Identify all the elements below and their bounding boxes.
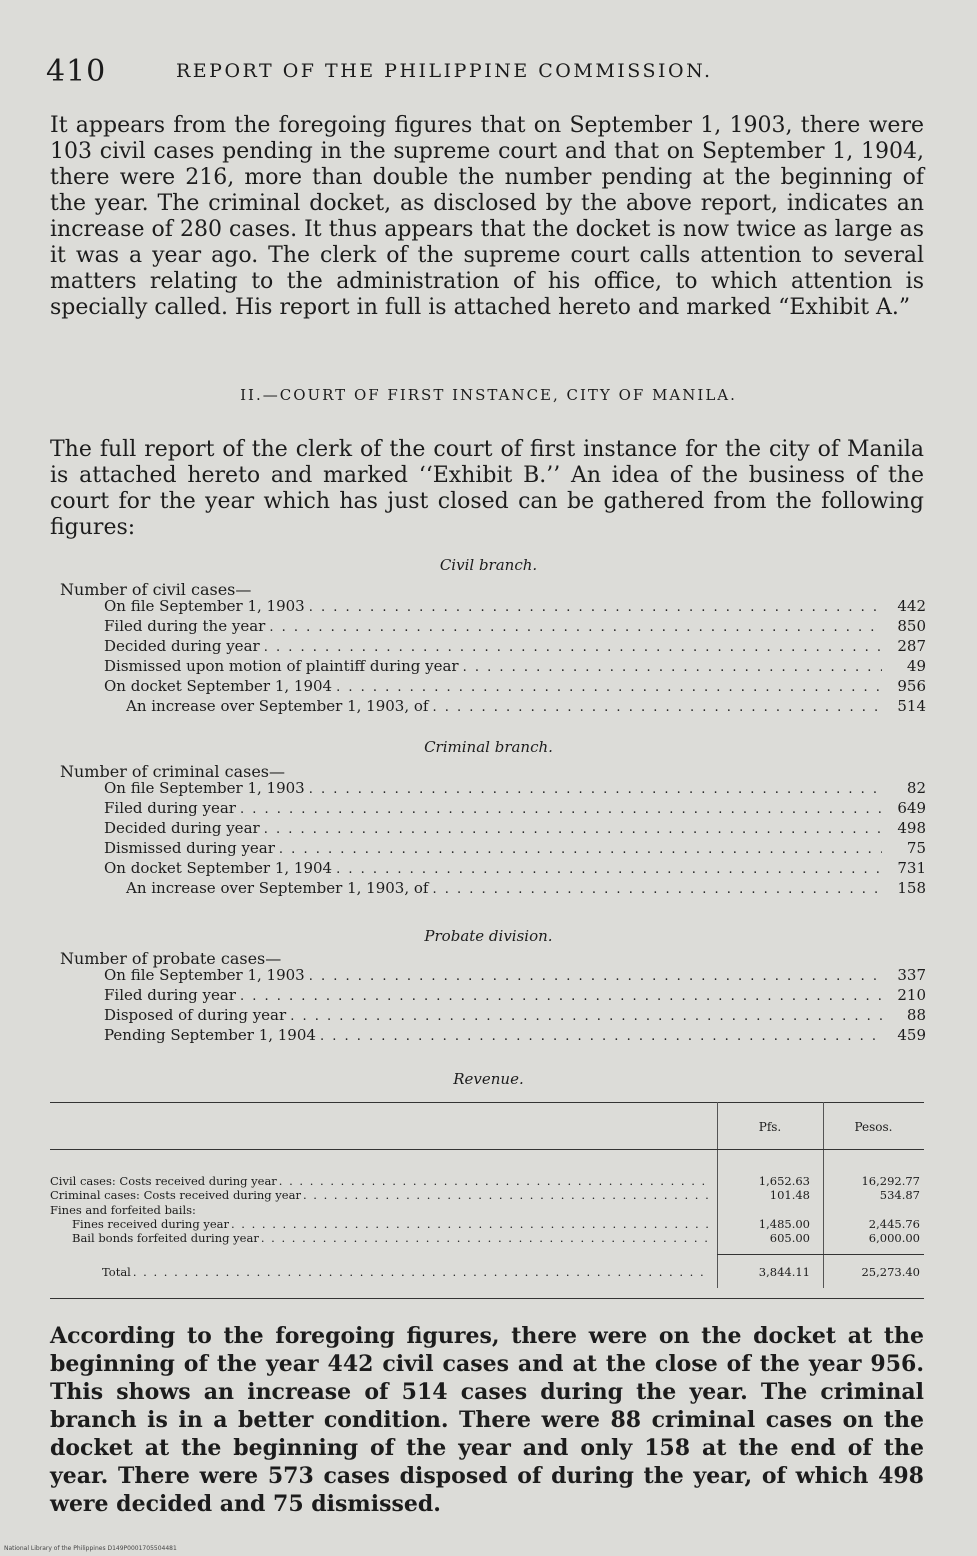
- table-row: [104, 966, 926, 986]
- pfs-value: 101.48: [769, 1188, 810, 1202]
- intro-paragraph: It appears from the foregoing figures that on September 1, 1903, there were 103 civil cases pending in the supreme court and that on September 1, 1904, there were 216, more than double the number pending at the beginning of the year. The criminal docket, as disclosed by the above report, indicates an increase of 280 cases. It thus appears that the docket is now twice as large as it was a year ago. The clerk of the supreme court calls attention to several matters relating to the administration of his office, to which attention is specially called. His report in full is attached hereto and marked “Exhibit A.”: [50, 113, 924, 320]
- pesos-value: 16,292.77: [861, 1174, 920, 1188]
- table-row: [50, 1231, 924, 1245]
- table-row: [50, 1174, 924, 1188]
- pesos-value: 6,000.00: [868, 1231, 920, 1245]
- total-pesos: 25,273.40: [861, 1265, 920, 1279]
- row-value: 731: [897, 859, 926, 877]
- criminal-group-label: Number of criminal cases—: [60, 762, 286, 781]
- table-row: [104, 1026, 926, 1046]
- row-label: Filed during year: [104, 799, 236, 817]
- table-row: [104, 657, 926, 677]
- row-value: 82: [906, 779, 926, 797]
- row-value: 514: [897, 697, 926, 715]
- table-row: [126, 879, 926, 899]
- table-row: [104, 819, 926, 839]
- header-rule: [50, 1149, 924, 1150]
- total-pfs: 3,844.11: [758, 1265, 810, 1279]
- row-label: Pending September 1, 1904: [104, 1026, 316, 1044]
- row-label: Decided during year: [104, 819, 260, 837]
- row-label: Fines received during year: [72, 1217, 229, 1231]
- column-header-pfs: Pfs.: [758, 1120, 782, 1134]
- page-header: [46, 48, 926, 88]
- row-value: 158: [897, 879, 926, 897]
- table-row: [104, 839, 926, 859]
- revenue-table: [50, 1102, 924, 1302]
- row-label: Dismissed during year: [104, 839, 275, 857]
- table-row: [104, 617, 926, 637]
- table-row: [104, 859, 926, 879]
- row-value: 287: [897, 637, 926, 655]
- total-row: [50, 1265, 924, 1279]
- page-number: 410: [46, 54, 107, 89]
- total-label: Total: [102, 1265, 131, 1279]
- pfs-value: 1,652.63: [758, 1174, 810, 1188]
- table-row: [104, 779, 926, 799]
- criminal-branch-title: Criminal branch.: [424, 738, 553, 756]
- row-label: Civil cases: Costs received during year: [50, 1174, 277, 1188]
- closing-paragraph: According to the foregoing figures, there were on the docket at the beginning of the year 442 civil cases and at the close of the year 956. This shows an increase of 514 cases during the year. The criminal branch is in a better condition. There were 88 criminal cases on the docket at the beginning of the year and only 158 at the end of the year. There were 573 cases disposed of during the year, of which 498 were decided and 75 dismissed.: [50, 1323, 924, 1517]
- row-value: 49: [906, 657, 926, 675]
- footer-note: National Library of the Philippines D149P0001705504481: [4, 1545, 177, 1552]
- pfs-value: 1,485.00: [758, 1217, 810, 1231]
- table-row: [104, 597, 926, 617]
- row-value: 956: [897, 677, 926, 695]
- table-row: [104, 986, 926, 1006]
- table-row: [126, 697, 926, 717]
- subtotal-rule: [717, 1254, 924, 1255]
- row-label: An increase over September 1, 1903, of: [126, 879, 429, 897]
- row-label: Criminal cases: Costs received during year: [50, 1188, 301, 1202]
- column-header-pesos: Pesos.: [854, 1120, 893, 1134]
- row-label: On docket September 1, 1904: [104, 859, 333, 877]
- table-top-rule: [50, 1102, 924, 1103]
- pesos-value: 534.87: [879, 1188, 920, 1202]
- row-label: Decided during year: [104, 637, 260, 655]
- row-label: Dismissed upon motion of plaintiff during year: [104, 657, 459, 675]
- row-value: 88: [906, 1006, 926, 1024]
- running-head: REPORT OF THE PHILIPPINE COMMISSION.: [176, 60, 713, 82]
- row-label: On file September 1, 1903: [104, 966, 305, 984]
- row-label: Bail bonds forfeited during year: [72, 1231, 259, 1245]
- row-value: 210: [897, 986, 926, 1004]
- table-row: [50, 1203, 924, 1217]
- row-value: 459: [897, 1026, 926, 1044]
- table-row: [104, 637, 926, 657]
- table-row: [50, 1188, 924, 1202]
- row-value: 75: [906, 839, 926, 857]
- row-label: An increase over September 1, 1903, of: [126, 697, 429, 715]
- pfs-value: 605.00: [769, 1231, 810, 1245]
- table-bottom-rule: [50, 1298, 924, 1299]
- table-row: [104, 677, 926, 697]
- revenue-title: Revenue.: [453, 1070, 524, 1088]
- pesos-value: 2,445.76: [868, 1217, 920, 1231]
- table-row: [104, 799, 926, 819]
- probate-group-label: Number of probate cases—: [60, 949, 282, 968]
- row-label: Filed during year: [104, 986, 236, 1004]
- row-value: 850: [897, 617, 926, 635]
- row-value: 498: [897, 819, 926, 837]
- row-value: 649: [897, 799, 926, 817]
- row-label: On file September 1, 1903: [104, 779, 305, 797]
- row-value: 442: [897, 597, 926, 615]
- row-label: Filed during the year: [104, 617, 266, 635]
- civil-group-label: Number of civil cases—: [60, 580, 252, 599]
- section-heading: II.—COURT OF FIRST INSTANCE, CITY OF MANILA.: [240, 386, 737, 404]
- table-row: [104, 1006, 926, 1026]
- civil-branch-title: Civil branch.: [439, 556, 538, 574]
- row-label: On docket September 1, 1904: [104, 677, 333, 695]
- row-value: 337: [897, 966, 926, 984]
- row-label: Disposed of during year: [104, 1006, 287, 1024]
- section-paragraph: The full report of the clerk of the court of first instance for the city of Manila is attached hereto and marked ‘‘Exhibit B.’’ An idea of the business of the court for the year which has just closed can be gathered from the following figures:: [50, 437, 924, 540]
- row-label: Fines and forfeited bails:: [50, 1203, 196, 1217]
- probate-division-title: Probate division.: [424, 927, 553, 945]
- table-row: [50, 1217, 924, 1231]
- row-label: On file September 1, 1903: [104, 597, 305, 615]
